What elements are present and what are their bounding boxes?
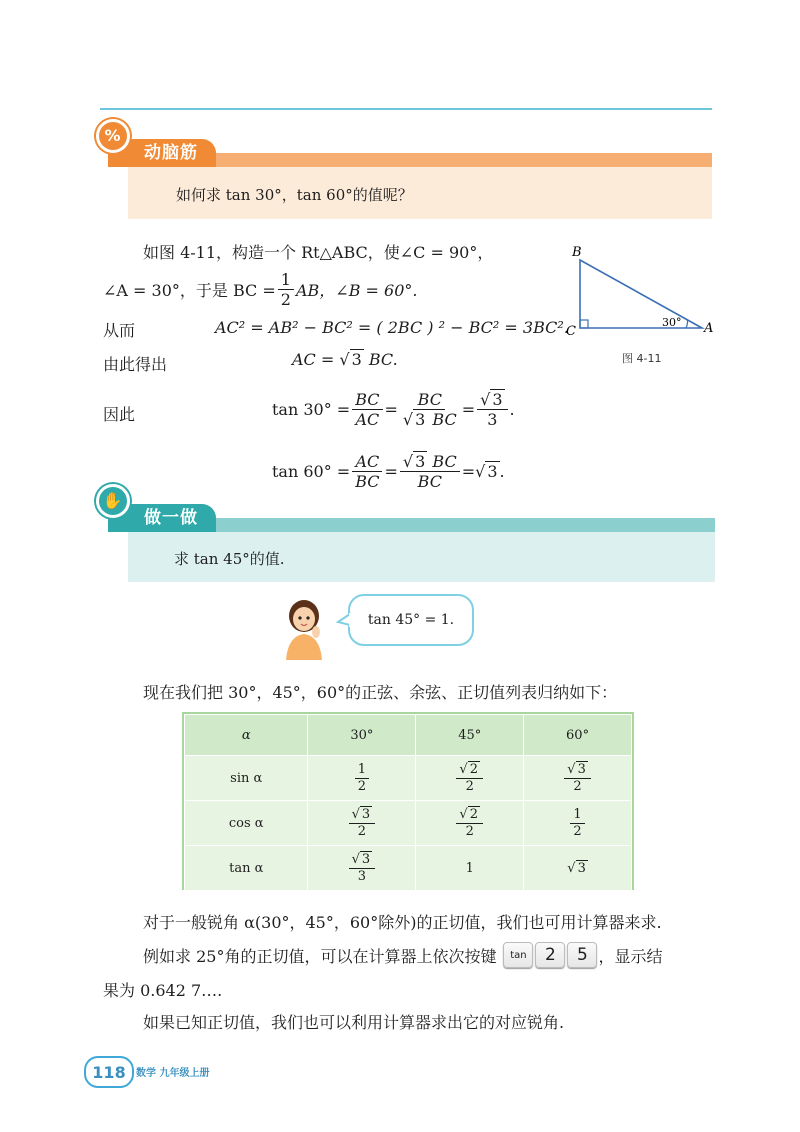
sqrt: √ 3: [567, 860, 586, 876]
hand: [312, 626, 320, 638]
sqrt: √ 3: [351, 851, 371, 867]
footer-book-title: 数学 九年级上册: [136, 1068, 210, 1079]
radicand: 3: [415, 410, 426, 430]
table-cell: [524, 846, 632, 891]
eye: [298, 616, 301, 619]
table-cell: [416, 756, 524, 801]
vertex-label-a: A: [704, 321, 714, 336]
denominator: 2: [357, 778, 367, 794]
equals-sign: =: [461, 400, 476, 420]
sqrt: √ 3: [480, 390, 503, 409]
label-derive: 由此得出: [103, 355, 168, 374]
triangle-shape: [580, 260, 702, 328]
paragraph-example-text: 例如求 25°角的正切值，可以在计算器上依次按键: [143, 946, 497, 966]
denominator: 2: [465, 823, 474, 839]
radicand: 3: [361, 851, 371, 867]
radicand: 3: [577, 860, 586, 876]
table-header-row: [185, 715, 632, 756]
numerator: BC: [415, 390, 445, 410]
sqrt-three: √ 3: [339, 350, 362, 369]
tan30-equation: [272, 390, 515, 429]
table-row: [185, 801, 632, 846]
question-panel: [128, 167, 712, 219]
label-congru: 从而: [103, 321, 136, 340]
radicand: 3: [492, 390, 503, 409]
paragraph-calculator: 对于一般锐角 α(30°，45°，60°除外)的正切值，我们也可用计算器来求.: [143, 913, 662, 932]
radicand: 3: [361, 806, 371, 822]
right-angle-mark: [580, 320, 588, 328]
table-cell: [524, 756, 632, 801]
half-fraction: [278, 270, 294, 309]
table-cell: 1: [416, 846, 524, 891]
header-cell: α: [185, 715, 308, 756]
sqrt: √ 3: [402, 410, 426, 430]
label-therefore: 因此: [103, 405, 136, 424]
equals-sign: =: [384, 400, 398, 420]
period: .: [509, 400, 515, 420]
sqrt: √ 3: [475, 462, 498, 482]
table-cell: [308, 846, 416, 891]
radicand: 3: [415, 452, 426, 471]
figure-caption: 图 4-11: [622, 352, 662, 365]
sqrt: √ 3: [567, 761, 586, 777]
numerator: 1: [570, 807, 584, 824]
tan30-fraction-3: [477, 390, 507, 429]
numerator: [400, 452, 460, 472]
task-text: 求 tan 45°的值.: [174, 550, 285, 568]
row-label: tan α: [185, 846, 308, 891]
denominator: 3: [357, 868, 367, 884]
denominator: [400, 410, 460, 429]
question-text: 如何求 tan 30°，tan 60°的值呢？: [176, 186, 413, 204]
radicand: 3: [487, 462, 498, 482]
tail-cover: [349, 613, 352, 627]
numerator-tail: BC: [432, 452, 457, 471]
calculator-key-2: 2: [535, 942, 565, 968]
eye: [306, 616, 309, 619]
denominator: 2: [573, 823, 582, 839]
sqrt: √ 3: [351, 806, 371, 822]
banner-bar: [210, 518, 715, 532]
face: [293, 607, 315, 631]
table-cell: [416, 801, 524, 846]
section-banner-do: [100, 491, 715, 532]
paragraph-example: [143, 942, 662, 968]
header-cell: 45°: [416, 715, 524, 756]
equals-sign: =: [384, 462, 398, 482]
paragraph-inverse: 如果已知正切值，我们也可以利用计算器求出它的对应锐角.: [143, 1013, 565, 1032]
top-rule: [100, 108, 712, 110]
section-title: 做一做: [144, 508, 198, 528]
numerator: 1: [355, 762, 369, 779]
numerator: BC: [352, 390, 382, 410]
calculator-key-5: 5: [567, 942, 597, 968]
numerator: AC: [352, 452, 382, 472]
tan30-fraction-1: [352, 390, 382, 429]
student-illustration: [278, 596, 334, 660]
denominator: BC: [355, 472, 380, 492]
equation-ac: [292, 350, 398, 369]
table-intro: 现在我们把 30°，45°，60°的正弦、余弦、正切值列表归纳如下：: [143, 683, 618, 702]
table-cell: [308, 756, 416, 801]
speech-bubble: [348, 594, 474, 646]
calculator-key-tan: tan: [503, 942, 533, 968]
angle-arc: [686, 320, 688, 328]
radicand: 2: [469, 806, 478, 822]
tan30-lhs: tan 30° =: [272, 400, 351, 420]
equation-ac-lhs: AC =: [292, 350, 335, 369]
trig-table-frame: [182, 712, 634, 890]
row-label: cos α: [185, 801, 308, 846]
triangle-figure: [560, 240, 720, 370]
paragraph-result: 果为 0.642 7….: [103, 981, 223, 1000]
equals-sign: =: [461, 462, 476, 482]
numerator: [477, 390, 507, 410]
radicand: 3: [577, 761, 586, 777]
equation-ac-squared: AC² = AB² − BC² = ( 2BC ) ² − BC² = 3BC².: [215, 318, 569, 337]
tan60-lhs: tan 60° =: [272, 462, 351, 482]
tan60-fraction-1: [352, 452, 382, 491]
denominator: 2: [465, 778, 474, 794]
denominator: 2: [357, 823, 367, 839]
row-label: sin α: [185, 756, 308, 801]
trig-table: [184, 714, 632, 891]
denominator: BC: [417, 472, 442, 492]
tan30-fraction-2: [400, 390, 460, 429]
header-cell: 30°: [308, 715, 416, 756]
vertex-label-c: C: [566, 324, 576, 339]
sqrt: √ 3: [402, 452, 426, 471]
radicand: 3: [351, 350, 362, 369]
brain-icon: %: [96, 119, 130, 153]
header-cell: 60°: [524, 715, 632, 756]
banner-tab: [102, 491, 216, 532]
sqrt: √ 2: [459, 761, 478, 777]
fraction-numerator: 1: [278, 270, 294, 290]
table-cell: [524, 801, 632, 846]
tan60-equation: [272, 452, 505, 491]
fraction-denominator: 2: [280, 290, 291, 310]
denominator-tail: BC: [432, 410, 457, 430]
radicand: 2: [469, 761, 478, 777]
paragraph-example-tail: ，显示结: [598, 946, 663, 966]
sqrt: √ 2: [459, 806, 478, 822]
bubble-text: tan 45° = 1.: [367, 612, 455, 628]
vertex-label-b: B: [572, 245, 582, 260]
derivation-line-2: [103, 270, 417, 309]
denominator: 2: [573, 778, 582, 794]
derivation-line-2b: AB，∠B = 60°.: [295, 281, 418, 301]
equation-ac-rhs: BC.: [368, 350, 398, 369]
task-panel: [128, 532, 715, 582]
denominator: 3: [487, 410, 498, 430]
angle-label: 30°: [662, 316, 682, 329]
period: .: [499, 462, 505, 482]
banner-bar: [210, 153, 712, 167]
page-number: 118: [84, 1056, 134, 1088]
derivation-line-2a: ∠A = 30°，于是 BC =: [103, 281, 276, 301]
table-cell: [308, 801, 416, 846]
derivation-line-1: 如图 4-11，构造一个 Rt△ABC，使∠C = 90°，: [143, 243, 494, 262]
section-banner-think: [100, 126, 712, 167]
denominator: AC: [355, 410, 380, 430]
tan60-fraction-2: [400, 452, 460, 491]
table-row: [185, 756, 632, 801]
tail-shape: [338, 614, 350, 625]
banner-tab: [104, 126, 216, 167]
hands-icon: ✋: [96, 484, 130, 518]
bubble-tail: [336, 612, 352, 628]
section-title: 动脑筋: [144, 143, 198, 163]
table-row: [185, 846, 632, 891]
